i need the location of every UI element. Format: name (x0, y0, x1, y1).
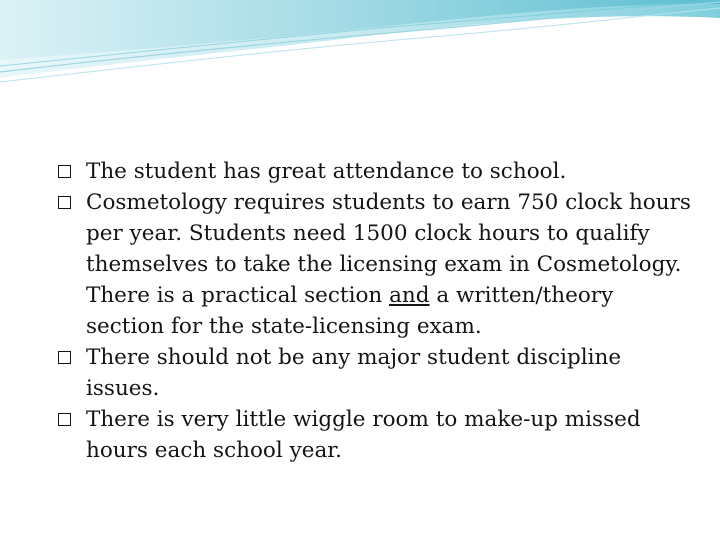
bullet-text-part-2: a written/theory section for the state-licensing exam. (86, 283, 614, 339)
underlined-word: and (389, 283, 430, 308)
bullet-wiggle-room (58, 404, 698, 466)
bullet-clock-hours (58, 187, 698, 342)
bullet-text: The student has great attendance to school. (86, 159, 567, 184)
bullet-list (58, 156, 698, 466)
bullet-text-part-1: Cosmetology requires students to earn 750 clock hours per year. Students need 1500 clock hours to qualify themselves to take the licensing exam in Cosmetology. There is a practical section (86, 190, 691, 308)
bullet-text: There should not be any major student discipline issues. (86, 345, 622, 401)
bullet-text: There is very little wiggle room to make-up missed hours each school year. (86, 407, 641, 463)
bullet-attendance (58, 156, 698, 187)
bullet-discipline (58, 342, 698, 404)
checkbox-square-icon (58, 413, 71, 426)
checkbox-square-icon (58, 196, 71, 209)
checkbox-square-icon (58, 165, 71, 178)
checkbox-square-icon (58, 351, 71, 364)
header-wave-decoration (0, 0, 720, 90)
